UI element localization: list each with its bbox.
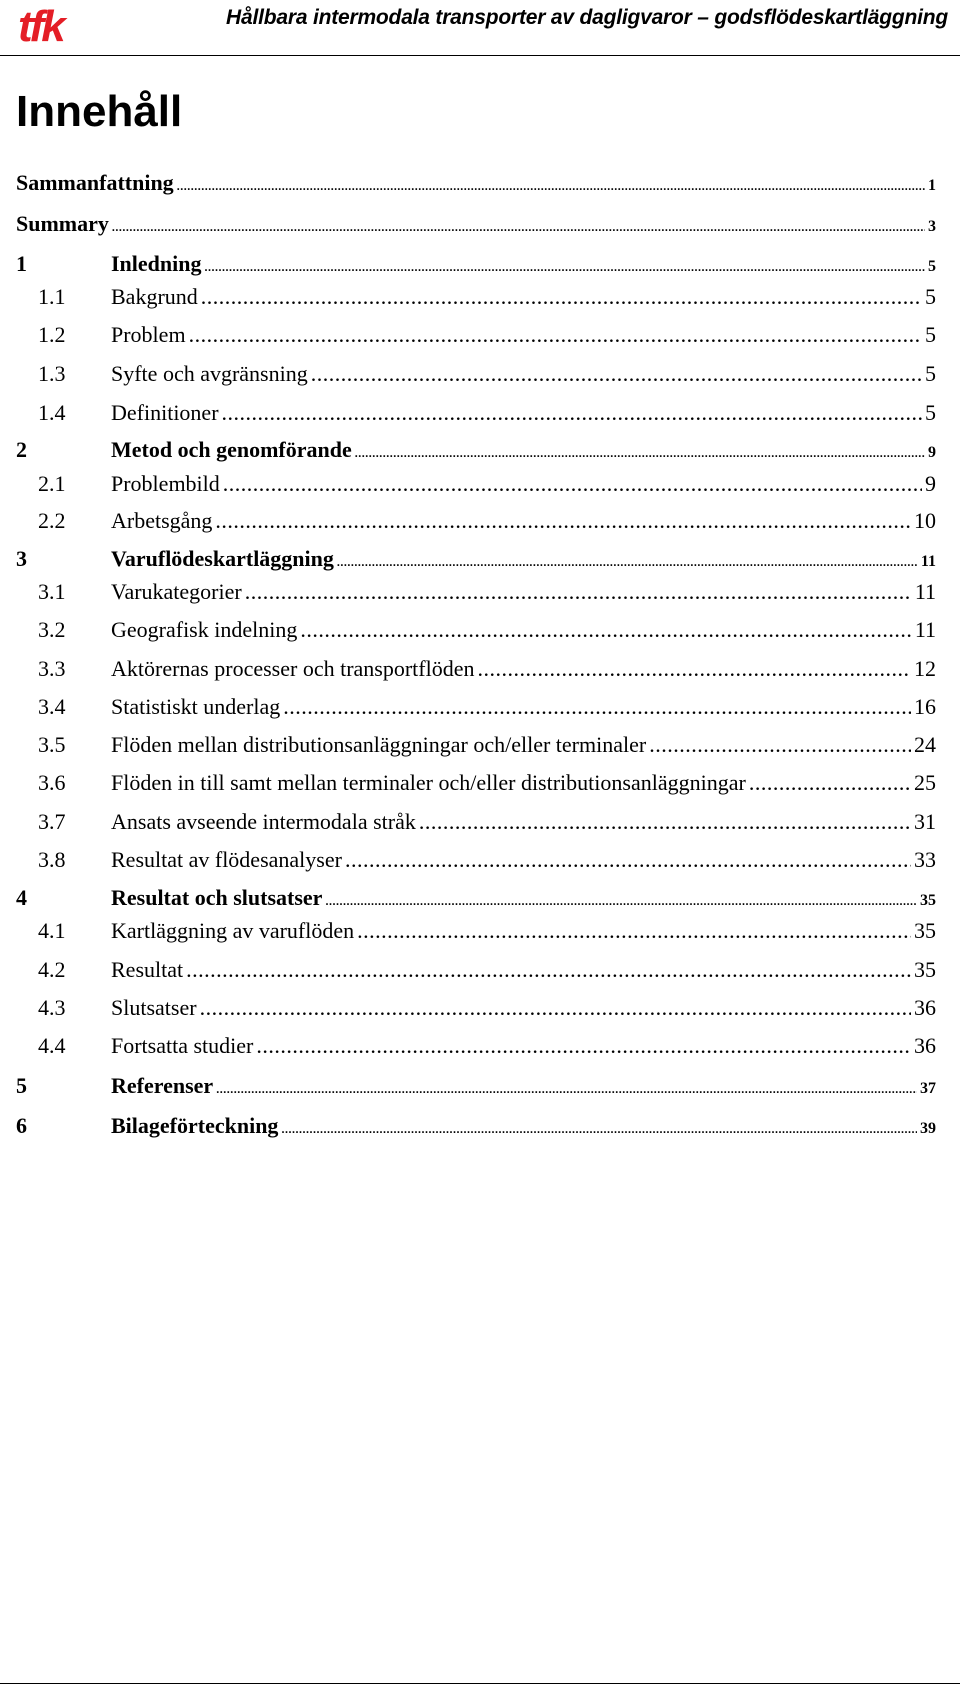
toc-entry-page-number: 37 xyxy=(920,1080,936,1097)
toc-entry-title: Varuflödeskartläggning xyxy=(111,546,334,571)
toc-dot-leader xyxy=(749,770,911,796)
toc-dot-leader xyxy=(189,322,922,348)
toc-entry-title: Problembild xyxy=(111,471,220,496)
toc-dot-leader xyxy=(325,894,917,909)
footer-divider xyxy=(0,1683,960,1684)
toc-entry-page-number: 35 xyxy=(920,892,936,909)
toc-entry-number: 1.2 xyxy=(38,322,66,347)
toc-entry-title: Problem xyxy=(111,322,186,347)
toc-entry-page-number: 24 xyxy=(914,732,936,757)
document-title: Hållbara intermodala transporter av dagligvaror – godsflödeskartläggning xyxy=(226,6,948,29)
toc-dot-leader xyxy=(283,694,911,720)
toc-entry-number: 3 xyxy=(16,546,27,571)
toc-entry-number: 4 xyxy=(16,885,27,910)
toc-entry-number: 3.1 xyxy=(38,579,66,604)
toc-entry[interactable] xyxy=(16,617,936,643)
toc-entry-title: Aktörernas processer och transportflöden xyxy=(111,656,475,681)
toc-entry[interactable] xyxy=(16,847,936,873)
toc-entry-title: Resultat och slutsatser xyxy=(111,885,323,910)
toc-entry-page-number: 9 xyxy=(925,471,936,496)
toc-entry-page-number: 5 xyxy=(925,400,936,425)
toc-entry-number: 1.3 xyxy=(38,361,66,386)
toc-entry-number: 2 xyxy=(16,437,27,462)
toc-entry-number: 4.1 xyxy=(38,918,66,943)
toc-entry-page-number: 12 xyxy=(914,656,936,681)
toc-dot-leader xyxy=(223,471,922,497)
toc-entry-page-number: 11 xyxy=(914,579,936,604)
toc-entry-number: 3.2 xyxy=(38,617,66,642)
toc-entry-page-number: 25 xyxy=(914,770,936,795)
toc-entry[interactable] xyxy=(16,1073,936,1099)
toc-entry-title: Sammanfattning xyxy=(16,170,174,195)
toc-dot-leader xyxy=(300,617,911,643)
toc-entry[interactable] xyxy=(16,918,936,944)
toc-entry-title: Kartläggning av varuflöden xyxy=(111,918,355,943)
toc-entry-page-number: 31 xyxy=(914,809,936,834)
toc-entry-page-number: 1 xyxy=(928,177,936,194)
toc-entry-title: Inledning xyxy=(111,251,202,276)
toc-entry[interactable] xyxy=(16,508,936,534)
toc-dot-leader xyxy=(256,1033,911,1059)
toc-entry[interactable] xyxy=(16,957,936,983)
toc-dot-leader xyxy=(222,400,922,426)
toc-dot-leader xyxy=(112,220,925,235)
toc-entry-number: 6 xyxy=(16,1113,27,1138)
toc-entry-title: Flöden in till samt mellan terminaler och/eller distributionsanläggningar xyxy=(111,770,746,795)
toc-entry-page-number: 5 xyxy=(925,284,936,309)
toc-dot-leader xyxy=(355,446,925,461)
toc-entry-title: Bakgrund xyxy=(111,284,198,309)
toc-entry[interactable] xyxy=(16,995,936,1021)
toc-dot-leader xyxy=(649,732,911,758)
toc-entry-page-number: 36 xyxy=(914,995,936,1020)
toc-entry-number: 3.6 xyxy=(38,770,66,795)
toc-dot-leader xyxy=(477,656,911,682)
toc-entry[interactable] xyxy=(16,809,936,835)
toc-entry-number: 4.2 xyxy=(38,957,66,982)
toc-entry-number: 1.4 xyxy=(38,400,66,425)
toc-entry-number: 3.7 xyxy=(38,809,66,834)
toc-dot-leader xyxy=(177,179,925,194)
toc-entry[interactable] xyxy=(16,211,936,237)
toc-dot-leader xyxy=(337,555,918,570)
toc-entry[interactable] xyxy=(16,251,936,277)
toc-entry-page-number: 5 xyxy=(925,361,936,386)
toc-entry-title: Referenser xyxy=(111,1073,214,1098)
header-divider xyxy=(0,55,960,56)
toc-entry-page-number: 11 xyxy=(914,617,936,642)
toc-entry-title: Bilageförteckning xyxy=(111,1113,279,1138)
toc-entry[interactable] xyxy=(16,1033,936,1059)
toc-dot-leader xyxy=(215,508,911,534)
toc-entry-number: 3.3 xyxy=(38,656,66,681)
toc-entry-title: Resultat xyxy=(111,957,184,982)
toc-entry-title: Varukategorier xyxy=(111,579,242,604)
toc-dot-leader xyxy=(345,847,911,873)
toc-entry[interactable] xyxy=(16,322,936,348)
toc-entry-title: Ansats avseende intermodala stråk xyxy=(111,809,416,834)
toc-dot-leader xyxy=(419,809,911,835)
toc-dot-leader xyxy=(311,361,922,387)
tfk-logo xyxy=(18,3,80,45)
toc-entry-title: Definitioner xyxy=(111,400,219,425)
toc-entry[interactable] xyxy=(16,400,936,426)
toc-entry-number: 3.8 xyxy=(38,847,66,872)
toc-dot-leader xyxy=(281,1122,917,1137)
toc-entry-title: Geografisk indelning xyxy=(111,617,298,642)
toc-entry-title: Flöden mellan distributionsanläggningar och/eller terminaler xyxy=(111,732,647,757)
toc-entry[interactable] xyxy=(16,579,936,605)
toc-entry[interactable] xyxy=(16,770,936,796)
toc-entry-number: 4.4 xyxy=(38,1033,66,1058)
toc-entry-page-number: 3 xyxy=(928,218,936,235)
toc-entry-page-number: 16 xyxy=(914,694,936,719)
toc-entry-page-number: 35 xyxy=(914,957,936,982)
toc-entry-number: 1 xyxy=(16,251,27,276)
toc-entry-page-number: 39 xyxy=(920,1120,936,1137)
toc-entry-title: Statistiskt underlag xyxy=(111,694,281,719)
toc-entry-title: Fortsatta studier xyxy=(111,1033,254,1058)
toc-entry-number: 2.1 xyxy=(38,471,66,496)
toc-entry-number: 4.3 xyxy=(38,995,66,1020)
toc-entry-title: Metod och genomförande xyxy=(111,437,352,462)
toc-entry-title: Summary xyxy=(16,211,109,236)
toc-entry-page-number: 5 xyxy=(925,322,936,347)
toc-entry-page-number: 33 xyxy=(914,847,936,872)
toc-entry-title: Resultat av flödesanalyser xyxy=(111,847,342,872)
toc-entry[interactable] xyxy=(16,656,936,682)
toc-dot-leader xyxy=(205,260,926,275)
toc-entry-number: 3.5 xyxy=(38,732,66,757)
toc-entry[interactable] xyxy=(16,437,936,463)
toc-entry[interactable] xyxy=(16,1113,936,1139)
toc-entry-title: Slutsatser xyxy=(111,995,197,1020)
page-title: Innehåll xyxy=(16,87,183,136)
toc-entry[interactable] xyxy=(16,284,936,310)
toc-entry-page-number: 9 xyxy=(928,444,936,461)
toc-dot-leader xyxy=(201,284,922,310)
toc-entry[interactable] xyxy=(16,885,936,911)
toc-entry-title: Arbetsgång xyxy=(111,508,213,533)
toc-entry-number: 5 xyxy=(16,1073,27,1098)
toc-entry-title: Syfte och avgränsning xyxy=(111,361,308,386)
toc-entry-page-number: 36 xyxy=(914,1033,936,1058)
toc-entry-page-number: 11 xyxy=(920,553,936,570)
toc-entry-number: 2.2 xyxy=(38,508,66,533)
toc-dot-leader xyxy=(200,995,911,1021)
toc-entry[interactable] xyxy=(16,361,936,387)
toc-entry-number: 3.4 xyxy=(38,694,66,719)
toc-dot-leader xyxy=(357,918,911,944)
toc-dot-leader xyxy=(216,1082,917,1097)
toc-entry-page-number: 5 xyxy=(928,258,936,275)
svg-text:tfk: tfk xyxy=(18,3,63,45)
page-header xyxy=(0,0,960,58)
toc-entry[interactable] xyxy=(16,170,936,196)
toc-entry-number: 1.1 xyxy=(38,284,66,309)
toc-entry[interactable] xyxy=(16,694,936,720)
toc-entry[interactable] xyxy=(16,471,936,497)
toc-entry-page-number: 35 xyxy=(914,918,936,943)
toc-entry-page-number: 10 xyxy=(914,508,936,533)
toc-entry[interactable] xyxy=(16,546,936,572)
toc-entry[interactable] xyxy=(16,732,936,758)
toc-dot-leader xyxy=(186,957,911,983)
toc-dot-leader xyxy=(245,579,912,605)
